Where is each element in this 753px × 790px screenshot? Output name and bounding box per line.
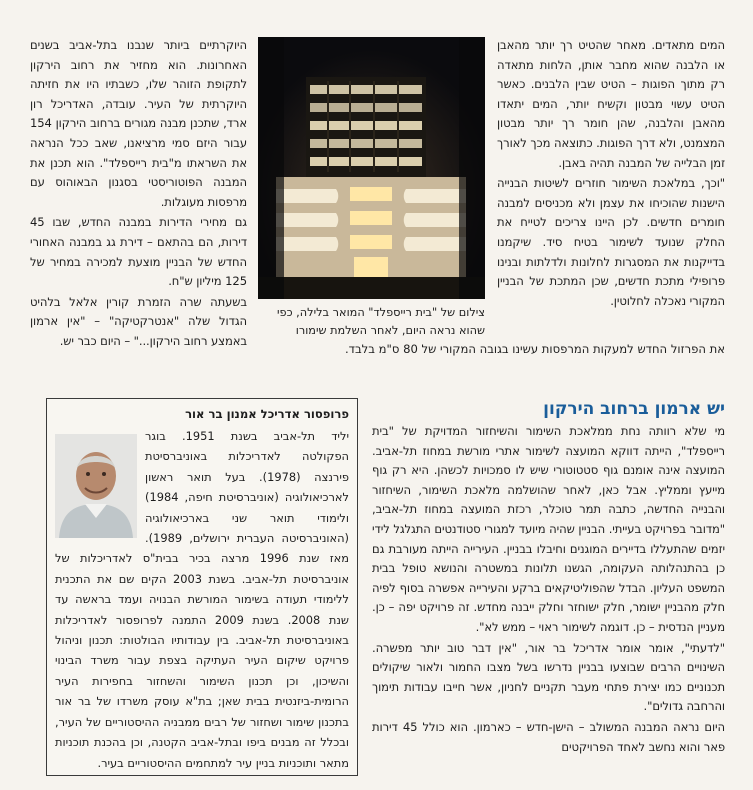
night-building-illustration bbox=[258, 37, 485, 299]
bio-title: פרופסור אדריכל אמנון בר אור bbox=[185, 407, 349, 421]
article-column-right-top bbox=[497, 36, 725, 312]
paragraph: מי שלא רוותה נחת ממלאכת השימור והשיחזור המדויקת של "בית רייספלד", הייתה דווקא המועצה לשימור אתרי מורשת במחוז תל-אביב. המועצה אינה אומנם גוף סטטוטורי שיש לו סמכויות לכשהן. היא רק גוף מייעץ וממליץ. אבל כאן, לאחר שהושלמה מלאכת השימור, השיחזור והבנייה החדשה, כתבה תמר טוכלר, רכזת המועצה במחוז תל-אביב, "מדובר בפרויקט בעייתי. הבניין שהיה מיועד למגורי סטודנטים התגלגל לידי יזמים שהתעללו בדיירים המוגנים וחיבלו בבניין. העירייה הייתה מעורבת גם כן בהתנהלותה העקומה, הגשנו תלונות במשטרה והנושא טופל בבית המשפט העליון. הבדל שהפוליטיקאים ברקע והעירייה אפשרה בסוף לפיה חלק מהבניין ישומר, חלק ישוחזר וחלק ייבנה מחדש. זה פרויקט יפה – כן. מעניין הנדסית – כן. דוגמה לשימור ראוי – ממש לא". bbox=[372, 424, 725, 634]
paragraph: בשעתה שרה הזמרת קורין אלאל בלהיט הגדול שלה "אנטרקטיקה" – "אין ארמון באמצע רחוב הירקון..." – היום כבר יש. bbox=[30, 294, 247, 348]
paragraph: היוקרתיים ביותר שנבנו בתל-אביב בשנים האחרונות. הוא מחזיר את רחוב הירקון לתקופת הזוהר שלו, כשבתיו היו את חזיתה היוקרתית של העיר. עובדה, האדריכל רון ארד, שתכנן מבנה מגורים ברחוב הירקון 154 עבור היזם סמי מרציאנו, שאב ככל הנראה את השראתו מ"בית רייספלד". הוא תכנן את המבנה הפוטוריסטי בסגנון הבאוהוס עם מרפסות מעוגלות. bbox=[30, 38, 247, 209]
paragraph: "וכך, במלאכת השימור חוזרים לשיטות הבנייה הישנות שהוכיחו את עצמן ולא מכניסים למבנה חומרים חדשים. לכן היינו צריכים לטייח את החלק שנועד לשימור בטיח סיד. שיקמנו בדייקנות את המסגרות לחלונות ולדלתות ובנינו פרופילי מתכת חדשים, שכן המתכת של הבניין המקורי נאכלה לחלוטין. bbox=[497, 176, 725, 308]
bio-body bbox=[55, 426, 349, 773]
bio-text: יליד תל-אביב בשנת 1951. בוגר הפקולטה לאדריכלות באוניברסיטת פירנצה (1978). בעל תואר ראשון לארכיאולוגיה (אוניברסיטת חיפה, 1984) ולימודי תואר שני בארכיאולוגיה (האוניברסיטה העברית ירושלים, 1989). מאז שנת 1996 מרצה בכיר בבית"ס לאדריכלות של אוניברסיטת תל-אביב. בשנת 2003 הקים שם את התכנית ללימודי תעודה בשימור המורשת הבנויה ועמד בראשה עד שנת 2008. בשנת 2009 התמנה לפרופסור לאדריכלות באוניברסיטת תל-אביב. בין עבודותיו הבולטות: תכנון וניהול פרויקט שיקום העיר העתיקה בצפת עבור משרד הבינוי והשיכון, וכן תכנון השימור והשחזור בחפירות העיר הרומית-ביזנטית בבית שאן; בת"א עוסק משרדו של בר אור בתכנון שימור ושחזור של רבים ממבניה ההיסטוריים של העיר, ובכלל זה מבנים ביפו ובתל-אביב הקטנה, וכן בהכנת תוכניות מתאר ותוכניות בניין עיר למתחמים ההיסטוריים בעיר. bbox=[55, 429, 349, 770]
paragraph: המים מתאדים. מאחר שהטיט רך יותר מהאבן או הלבנה שהוא מחבר אותן, הלחות מתאדה רק מתוך הפוגות – הטיט שבין הלבנים. כאשר הטיט עשוי מבטון וקשיח יותר, המים יתאדו מהאבן והלבנה, שהן חומר רך יותר מבטון המצמנט, ולא דרך הפוגות. כתוצאה מכך לאורך זמן הבלייה של המבנה תהיה באבן. bbox=[497, 38, 725, 170]
section-heading: יש ארמון ברחוב הירקון bbox=[543, 399, 725, 419]
night-building-photo bbox=[258, 37, 485, 299]
article-column-left-top bbox=[30, 36, 247, 353]
portrait-illustration bbox=[55, 434, 137, 538]
paragraph: גם מחירי הדירות במבנה החדש, שבו 45 דירות, הם בהתאם – דירת גג במבנה האחורי החדש של הבניין מוצעת למכירה במחיר של 125 מיליון ש"ח. bbox=[30, 215, 247, 289]
photo-caption: צילום של "בית רייספלד" המואר בלילה, כפי שהוא נראה היום, לאחר השלמת שימורו bbox=[277, 306, 485, 337]
article-continuation: את הפרזול החדש למעקות המרפסות עשינו בגובה המקורי של 80 ס"מ בלבד. bbox=[344, 342, 725, 356]
bio-box bbox=[46, 398, 358, 776]
paragraph: "לדעתי", אומר אומר אדריכל בר אור, "אין דבר טוב יותר מפשרה. השינויים הרבים שבוצעו בבניין נדרשו בשל מצבו החמור ולאור שיקולים תכנוניים כמו יצירת פתחי מעבר תקניים לחניון, אשר חייבו עבודות תימוך והרחבה גדולים". bbox=[372, 640, 725, 714]
architect-portrait bbox=[55, 434, 137, 538]
paragraph: היום נראה המבנה המשולב – הישן-חדש – כארמון. הוא כולל 45 דירות פאר והוא נחשב לאחד הפרויקטים bbox=[372, 719, 725, 754]
article-column-right-bottom bbox=[372, 422, 725, 758]
